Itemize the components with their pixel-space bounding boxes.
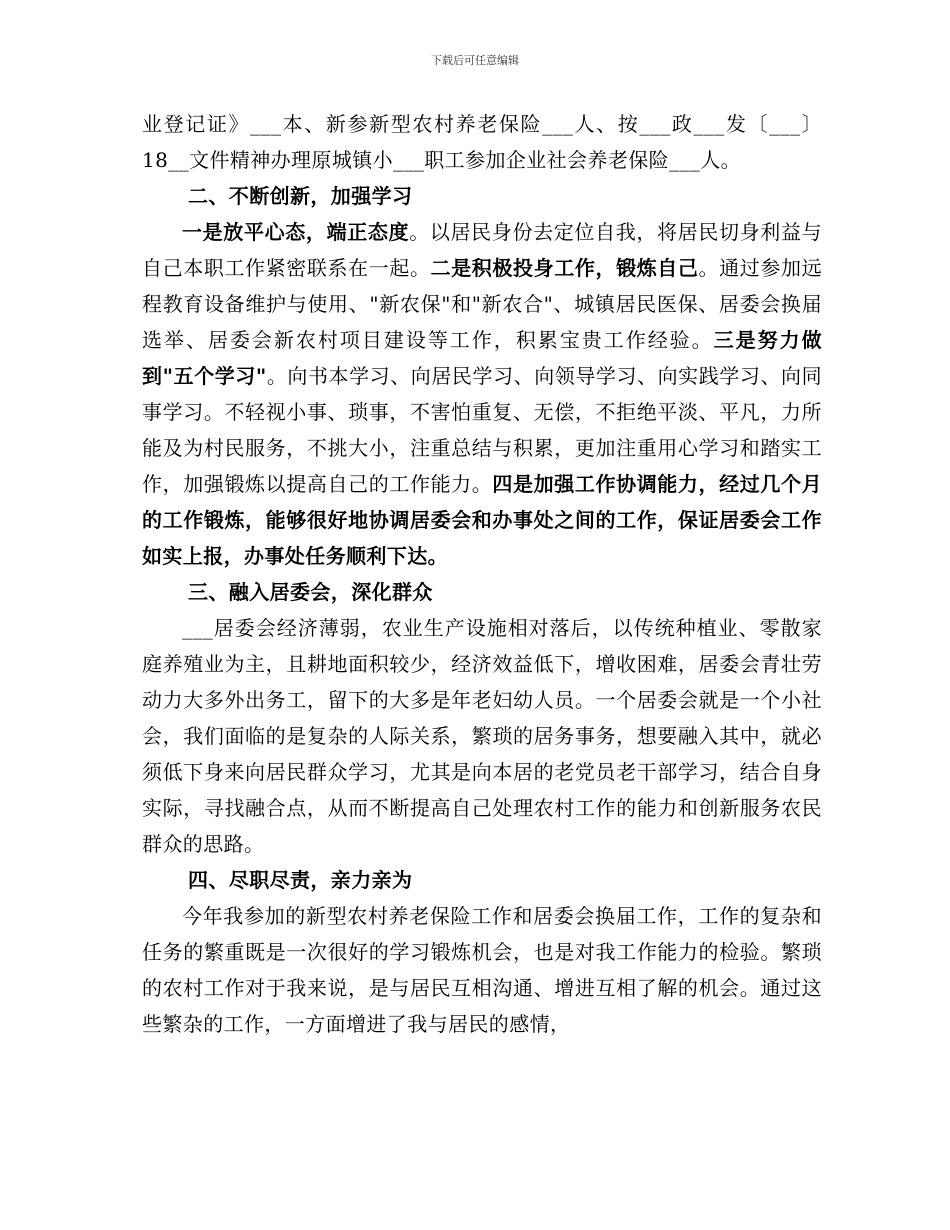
point-1-bold: 一是放平心态，端正态度: [182, 220, 410, 244]
section-2-paragraph: [142, 214, 822, 574]
section-3-paragraph: ___居委会经济薄弱，农业生产设施相对落后，以传统种植业、零散家庭养殖业为主，且耕地面积较少，经济效益低下，增收困难，居委会青壮劳动力大多外出务工，留下的大多是年老妇幼人员。一个居委会就是一个小社会，我们面临的是复杂的人际关系，繁琐的居务事务，想要融入其中，就必须低下身来向居民群众学习，尤其是向本居的老党员老干部学习，结合自身实际，寻找融合点，从而不断提高自己处理农村工作的能力和创新服务农民群众的思路。: [142, 616, 822, 856]
section-heading-3: 三、融入居委会，深化群众: [188, 580, 433, 604]
section-heading-2: 二、不断创新，加强学习: [188, 184, 413, 208]
page-header: 下载后可任意编辑: [431, 54, 519, 67]
section-heading-4: 四、尽职尽责，亲力亲为: [188, 868, 413, 892]
point-2-bold: 二是积极投身工作，锻炼自己: [430, 256, 699, 280]
point-3-text: 。向书本学习、向居民学习、向领导学习、向实践学习、向同事学习。不轻视小事、琐事，不害怕重复、无偿，不拒绝平淡、平凡，力所能及为村民服务，不挑大小，注重总结与积累，更加注重用心学习和踏实工作，加强锻炼以提高自己的工作能力。: [142, 364, 822, 496]
intro-paragraph: 业登记证》___本、新参新型农村养老保险___人、按___政___发〔___〕18__文件精神办理原城镇小___职工参加企业社会养老保险___人。: [142, 112, 822, 172]
point-3-bold: 三是努力做到"五个学习": [142, 328, 823, 388]
document-body: [142, 106, 822, 1042]
point-2-text: 。通过参加远程教育设备维护与使用、"新农保"和"新农合"、城镇居民医保、居委会换届选举、居委会新农村项目建设等工作，积累宝贵工作经验。: [142, 256, 823, 352]
section-4-paragraph: 今年我参加的新型农村养老保险工作和居委会换届工作，工作的复杂和任务的繁重既是一次很好的学习锻炼机会，也是对我工作能力的检验。繁琐的农村工作对于我来说，是与居民互相沟通、增进互相了解的机会。通过这些繁杂的工作，一方面增进了我与居民的感情，: [142, 904, 822, 1036]
point-1-text: 。以居民身份去定位自我，将居民切身利益与自己本职工作紧密联系在一起。: [142, 220, 822, 280]
point-4-bold: 四是加强工作协调能力，经过几个月的工作锻炼，能够很好地协调居委会和办事处之间的工作，保证居委会工作如实上报，办事处任务顺利下达。: [142, 472, 822, 568]
